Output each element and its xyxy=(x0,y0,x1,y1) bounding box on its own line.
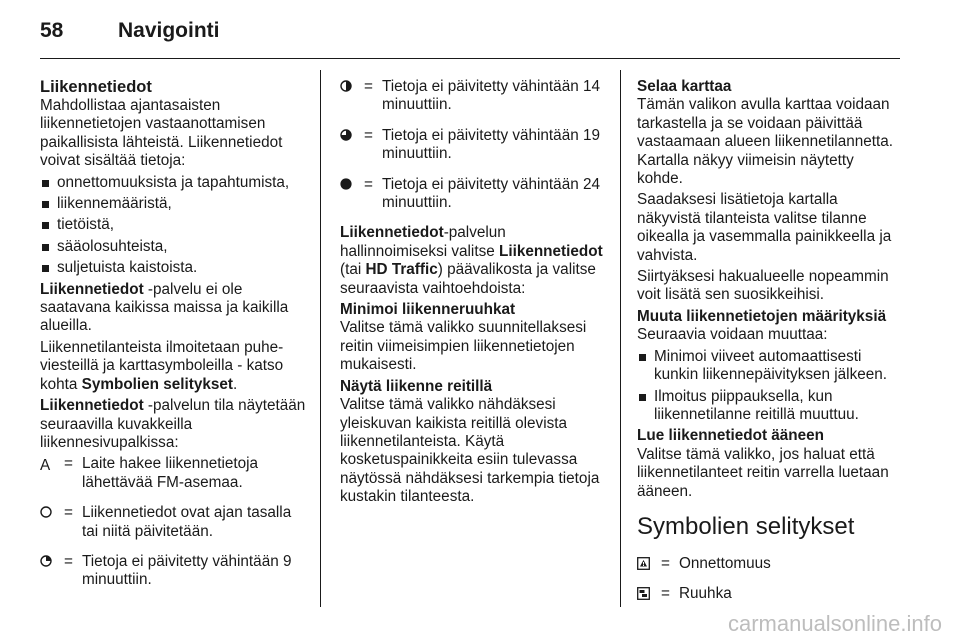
quarter-circle-icon xyxy=(40,555,52,567)
subsection-title: Minimoi liikenneruuhkat xyxy=(340,301,516,319)
equals-sign: = xyxy=(364,78,373,95)
page-title: Navigointi xyxy=(118,19,220,42)
subsection-title: Lue liikennetiedot ääneen xyxy=(637,427,825,445)
symbol-row xyxy=(340,127,605,164)
subsection-text: Tämän valikon avulla karttaa voidaan tarkastella ja se voidaan päivittää vastaamaan alueen liikennetilannetta. Kartalla näkyy viimeisin näytetty kohde. xyxy=(637,96,893,188)
equals-sign: = xyxy=(364,126,373,144)
paragraph-text: . xyxy=(233,375,238,393)
list-item: onnettomuuksista ja tapahtumista, xyxy=(40,174,308,192)
symbol-row xyxy=(637,585,903,603)
availability-paragraph xyxy=(40,281,308,336)
paragraph-text: ) päävalikosta ja valitse seuraavista vaihtoehdoista: xyxy=(340,261,596,297)
subsection-text: Saadaksesi lisätietoja kartalla näkyvistä tilanteista valitse tilanne oikealla ja vasemmalla painikkeella ja vahvista. xyxy=(637,191,892,264)
subsection-text: Valitse tämä valikko nähdäksesi yleiskuvan kaikista reitillä olevista liikennetilanteista. Käytä kosketuspainikkeita esiin tulevassa näytössä nähdäksesi tarkempia tietoja kustakin tilanteesta. xyxy=(340,396,600,506)
symbol-row xyxy=(340,176,605,213)
subsection-text: Valitse tämä valikko, jos haluat että liikennetilanteet reitin varrella luetaan ääneen. xyxy=(637,445,889,500)
column-1 xyxy=(40,78,308,602)
settings-bullet-list xyxy=(637,348,903,425)
accident-icon xyxy=(637,557,650,570)
section-heading-symbols: Symbolien selitykset xyxy=(637,512,855,540)
subsection-title: Muuta liikennetietojen määrityksiä xyxy=(637,307,887,325)
list-item: sääolosuhteista, xyxy=(40,238,308,256)
equals-sign: = xyxy=(661,554,670,572)
symbol-description: Tietoja ei päivitetty vähintään 19 minuuttiin. xyxy=(382,126,600,163)
symbol-key xyxy=(40,553,64,590)
symbol-description: Tietoja ei päivitetty vähintään 24 minuuttiin. xyxy=(382,175,600,212)
paragraph-text: -palvelun tila näytetään seuraavilla kuvakkeilla liikennesivupalkissa: xyxy=(40,397,306,451)
symbol-row xyxy=(40,504,308,541)
equals-sign: = xyxy=(661,585,670,603)
symbol-row xyxy=(40,553,308,590)
symbol-description: Liikennetiedot ovat ajan tasalla tai niitä päivitetään. xyxy=(82,504,292,540)
intro-text: Mahdollistaa ajantasaisten liikennetietojen vastaanottamisen paikallisista lähteistä. Liikennetiedot voivat sisältää tietoja: xyxy=(40,97,283,170)
equals-sign: = xyxy=(64,552,73,570)
column-divider-2 xyxy=(620,70,621,607)
management-paragraph xyxy=(340,224,605,298)
bold-term: Liikennetiedot xyxy=(498,242,603,260)
info-bullet-list xyxy=(40,174,308,278)
subsection-title: Näytä liikenne reitillä xyxy=(340,377,493,395)
symbol-description: Onnettomuus xyxy=(679,554,771,572)
symbol-key xyxy=(637,585,661,603)
symbol-key xyxy=(340,176,364,213)
symbol-key xyxy=(340,78,364,115)
notification-paragraph xyxy=(40,339,308,394)
bold-term: Liikennetiedot xyxy=(40,280,144,298)
list-item: tietöistä, xyxy=(40,216,308,234)
page-number: 58 xyxy=(40,19,64,42)
section-title-liikennetiedot: Liikennetiedot xyxy=(40,78,152,96)
watermark: carmanualsonline.info xyxy=(727,611,942,636)
symbol-row xyxy=(340,78,605,115)
paragraph-text: (tai xyxy=(340,261,366,279)
subsection-text: Valitse tämä valikko suunnitellaksesi reitin viimeisimpien liikennetietojen mukaisesti. xyxy=(340,319,587,374)
symbol-row xyxy=(40,455,308,492)
list-item: Minimoi viiveet automaattisesti kunkin liikennepäivityksen jälkeen. xyxy=(637,348,903,385)
bold-term: Liikennetiedot xyxy=(40,397,144,415)
list-item: suljetuista kaistoista. xyxy=(40,259,308,277)
column-3 xyxy=(637,78,903,616)
header-rule xyxy=(40,58,900,59)
list-item: Ilmoitus piippauksella, kun liikennetilanne reitillä muuttuu. xyxy=(637,388,903,425)
bold-term: HD Traffic xyxy=(365,261,438,279)
full-circle-icon xyxy=(340,178,352,190)
symbol-row xyxy=(637,555,903,573)
symbol-key xyxy=(340,127,364,164)
empty-circle-icon xyxy=(40,506,52,518)
subsection-title: Selaa karttaa xyxy=(637,78,732,95)
paragraph-text: -palvelun hallinnoimiseksi valitse xyxy=(340,224,506,260)
three-quarter-circle-icon xyxy=(340,129,352,141)
equals-sign: = xyxy=(364,175,373,193)
status-paragraph xyxy=(40,397,308,452)
list-item: liikennemääristä, xyxy=(40,195,308,213)
symbol-description: Laite hakee liikennetietoja lähettävää FM-asemaa. xyxy=(82,455,259,491)
paragraph-text: -palvelu ei ole saatavana kaikissa maissa ja kaikilla alueilla. xyxy=(40,280,289,335)
half-circle-icon xyxy=(340,80,352,92)
symbol-description: Ruuhka xyxy=(679,585,732,603)
symbol-key xyxy=(637,555,661,573)
subsection-text: Seuraavia voidaan muuttaa: xyxy=(637,326,828,344)
traffic-jam-icon xyxy=(637,587,650,600)
symbol-description: Tietoja ei päivitetty vähintään 14 minuuttiin. xyxy=(382,78,600,114)
subsection-text: Siirtyäksesi hakualueelle nopeammin voit lisätä sen suosikkeihisi. xyxy=(637,268,889,304)
symbol-key xyxy=(40,504,64,541)
column-2 xyxy=(340,78,605,510)
equals-sign: = xyxy=(64,504,73,522)
bold-term: Symbolien selitykset xyxy=(81,375,234,393)
page-header xyxy=(40,18,220,44)
column-divider-1 xyxy=(320,70,321,607)
symbol-description: Tietoja ei päivitetty vähintään 9 minuuttiin. xyxy=(82,552,292,589)
symbol-key: A xyxy=(40,457,51,475)
paragraph-text: Liikennetilanteista ilmoitetaan puheviesteillä ja karttasymboleilla - katso kohta xyxy=(40,338,284,393)
bold-term: Liikennetiedot xyxy=(340,224,444,242)
equals-sign: = xyxy=(64,455,73,473)
